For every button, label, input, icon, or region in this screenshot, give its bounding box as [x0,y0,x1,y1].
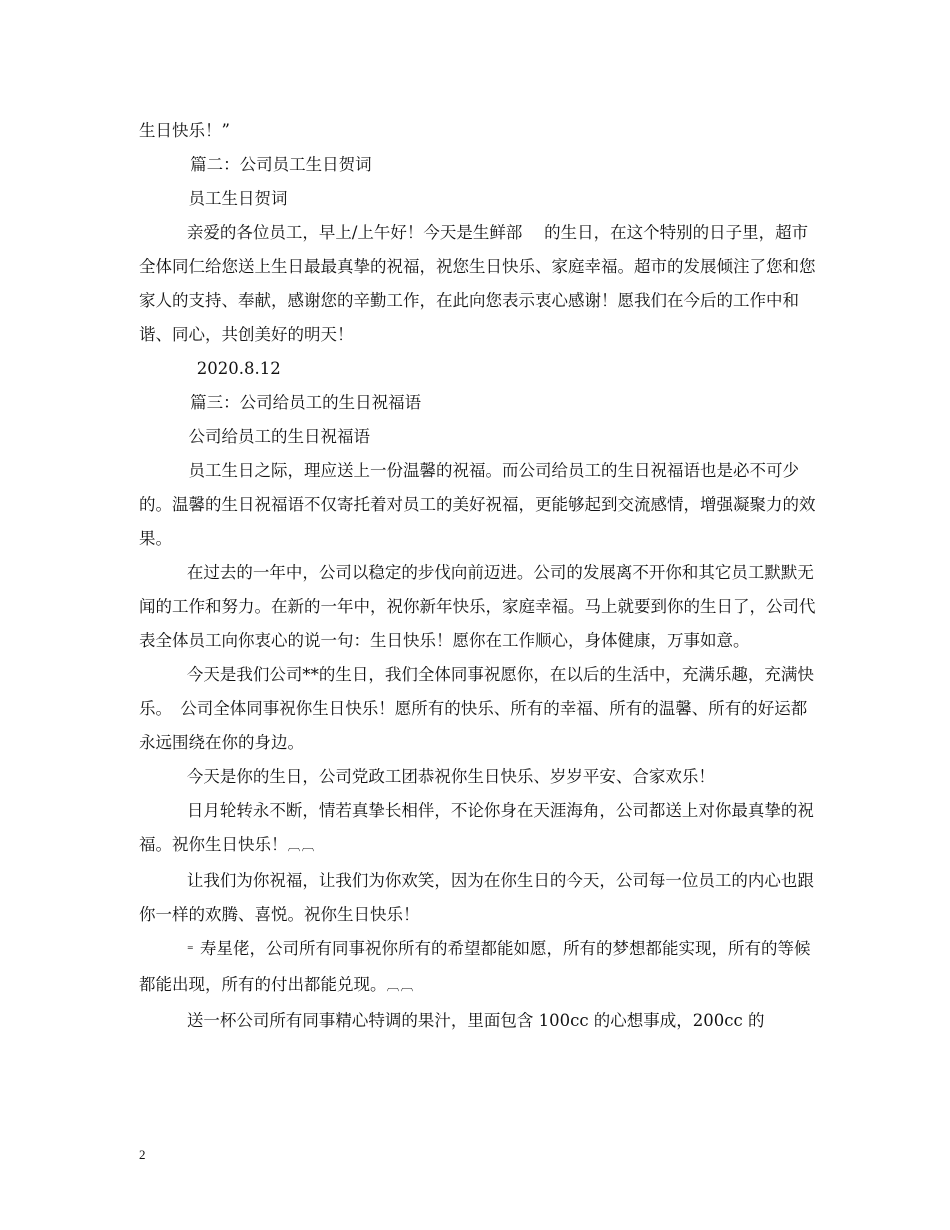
paragraph-text: 生日快乐！” [139,121,230,140]
paragraph-greeting [139,216,819,352]
paragraph-text: 让我们为你祝福，让我们为你欢笑，因为在你生日的今天，公司每一位员工的内心也跟你一样的欢腾、喜悦。祝你生日快乐！ [139,871,814,924]
paragraph-text: 今天是我们公司**的生日，我们全体同事祝愿你，在以后的生活中，充满乐趣，充满快乐。 公司全体同事祝你生日快乐！愿所有的快乐、所有的幸福、所有的温馨、所有的好运都永远围绕在你的身边。 [139,665,814,752]
paragraph-text: 寿星佬，公司所有同事祝你所有的希望都能如愿，所有的梦想都能实现，所有的等候都能出现，所有的付出都能兑现。 [139,939,811,994]
decorative-symbol: ⁼ [186,943,195,958]
paragraph-text: 员工生日之际，理应送上一份温馨的祝福。而公司给员工的生日祝福语也是必不可少的。温馨的生日祝福语不仅寄托着对员工的美好祝福，更能够起到交流感情，增强凝聚力的效果。 [139,461,816,548]
paragraph-birthday-star [139,932,819,1004]
paragraph-text: 今天是你的生日，公司党政工团恭祝你生日快乐、岁岁平安、合家欢乐！ [186,767,715,786]
section-heading-3 [139,386,819,420]
section-heading-text: 篇三：公司给员工的生日祝福语 [190,393,422,412]
paragraph-intro [139,454,819,556]
paragraph-today [139,658,819,760]
decorative-symbol: ︹︹ [386,979,415,994]
sub-heading-text: 员工生日贺词 [188,189,288,208]
paragraph-text: 亲爱的各位员工，早上/上午好！今天是生鲜部 的生日，在这个特别的日子里，超市全体同仁给您送上生日最最真挚的祝福，祝您生日快乐、家庭幸福。超市的发展倾注了您和您家人的支持、奉献，感谢您的辛勤工作，在此向您表示衷心感谢！愿我们在今后的工作中和谐、同心，共创美好的明天！ [139,223,816,344]
paragraph-party-wishes [139,760,819,794]
document-body [139,114,819,1038]
paragraph-juice [139,1004,819,1038]
paragraph-celebrate [139,864,819,932]
paragraph-text: 送一杯公司所有同事精心特调的果汁，里面包含 100cc 的心想事成，200cc 的 [186,1011,765,1030]
sub-heading-employee-greeting [139,182,819,216]
sub-heading-text: 公司给员工的生日祝福语 [188,427,370,446]
section-heading-text: 篇二：公司员工生日贺词 [190,155,372,174]
date-line [139,352,819,386]
paragraph-text: 在过去的一年中，公司以稳定的步伐向前迈进。公司的发展离不开你和其它员工默默无闻的工作和努力。在新的一年中，祝你新年快乐，家庭幸福。马上就要到你的生日了，公司代表全体员工向你衷心的说一句：生日快乐！愿你在工作顺心，身体健康，万事如意。 [139,563,816,650]
paragraph-past-year [139,556,819,658]
date-text: 2020.8.12 [196,359,281,378]
decorative-symbol: ︹︹ [287,839,316,854]
section-heading-2 [139,148,819,182]
paragraph-sun-moon [139,794,819,864]
paragraph-text: 日月轮转永不断，情若真挚长相伴，不论你身在天涯海角，公司都送上对你最真挚的祝福。祝你生日快乐！ [139,801,814,854]
page-number: 2 [139,1147,146,1162]
sub-heading-company-wishes [139,420,819,454]
paragraph-closing-line [139,114,819,148]
